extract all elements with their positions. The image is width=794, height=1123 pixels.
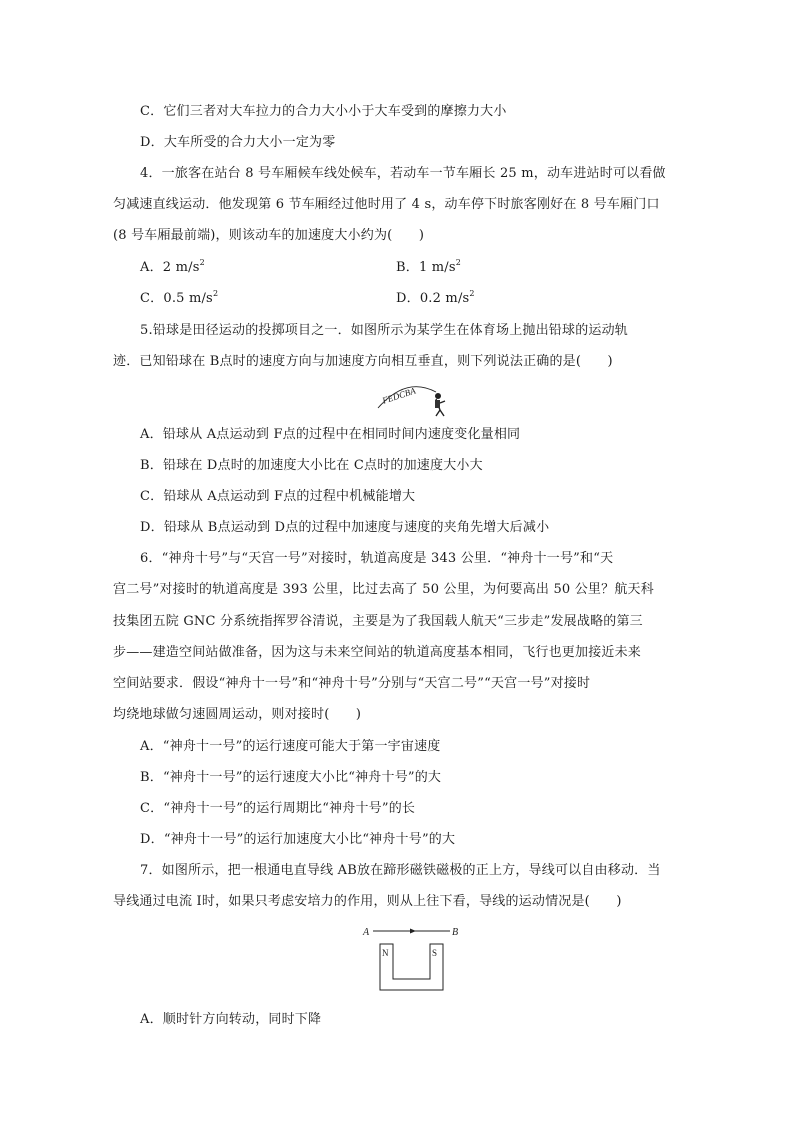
q6-text-line2: 宫二号”对接时的轨道高度是 393 公里，比过去高了 50 公里，为何要高出 50 公里？航天科	[113, 582, 654, 597]
q7-text-line2: 导线通过电流 I时，如果只考虑安培力的作用，则从上往下看，导线的运动情况是( )	[113, 894, 622, 909]
q4-text-line3: (8 号车厢最前端)，则该动车的加速度大小约为( )	[113, 228, 425, 243]
athlete-figure	[435, 393, 445, 416]
q3-option-c: C．它们三者对大车拉力的合力大小小于大车受到的摩擦力大小	[140, 104, 507, 119]
q6-option-a: A．“神舟十一号”的运行速度可能大于第一宇宙速度	[140, 739, 441, 754]
q6-option-d: D．“神舟十一号”的运行加速度大小比“神舟十号”的大	[140, 832, 456, 847]
q7-option-a: A．顺时针方向转动，同时下降	[140, 1012, 322, 1027]
q6-text-line3: 技集团五院 GNC 分系统指挥罗谷清说，主要是为了我国载人航天“三步走”发展战略的第三	[113, 614, 643, 629]
q5-option-a: A．铅球从 A点运动到 F点的过程中在相同时间内速度变化量相同	[140, 427, 521, 442]
q5-text-line1: 5.铅球是田径运动的投掷项目之一．如图所示为某学生在体育场上抛出铅球的运动轨	[140, 323, 629, 338]
magnet-north-pole-label: N	[382, 948, 389, 958]
q6-text-line5: 空间站要求．假设“神舟十一号”和“神舟十号”分别与“天宫二号”“天宫一号”对接时	[113, 676, 591, 691]
horseshoe-magnet-figure	[360, 922, 470, 994]
shot-put-trajectory-figure	[370, 376, 460, 418]
q5-option-d: D．铅球从 B点运动到 D点的过程中加速度与速度的夹角先增大后减小	[140, 520, 550, 535]
q7-text-line1: 7．如图所示，把一根通电直导线 AB放在蹄形磁铁磁极的正上方，导线可以自由移动．当	[140, 863, 661, 878]
q4-text-line2: 匀减速直线运动．他发现第 6 节车厢经过他时用了 4 s，动车停下时旅客刚好在 8 号车厢门口	[113, 197, 660, 212]
q3-option-d: D．大车所受的合力大小一定为零	[140, 135, 336, 150]
q4-text-line1: 4．一旅客在站台 8 号车厢候车线处候车，若动车一节车厢长 25 m，动车进站时可以看做	[140, 166, 666, 181]
q4-option-d: D．0.2 $m/s^2$	[396, 289, 475, 306]
q5-option-c: C．铅球从 A点运动到 F点的过程中机械能增大	[140, 489, 416, 504]
q6-text-line4: 步——建造空间站做准备，因为这与未来空间站的轨道高度基本相同，飞行也更加接近未来	[113, 645, 642, 660]
q6-option-c: C．“神舟十一号”的运行周期比“神舟十号”的长	[140, 801, 416, 816]
q5-text-line2: 迹．已知铅球在 B点时的速度方向与加速度方向相互垂直，则下列说法正确的是( )	[113, 354, 613, 369]
q6-option-b: B．“神舟十一号”的运行速度大小比“神舟十号”的大	[140, 770, 442, 785]
trajectory-point-labels: FEDCBA	[380, 385, 417, 406]
q4-option-b: B．1 $m/s^2$	[396, 258, 462, 275]
q5-option-b: B．铅球在 D点时的加速度大小比在 C点时的加速度大小大	[140, 458, 483, 473]
magnet-south-pole-label: S	[432, 948, 438, 958]
q4-option-a: A．2 $m/s^2$	[140, 258, 205, 275]
wire-end-b-label: B	[452, 927, 459, 938]
q6-text-line1: 6．“神舟十号”与“天宫一号”对接时，轨道高度是 343 公里．“神舟十一号”和“天	[140, 551, 614, 566]
wire-end-a-label: A	[363, 927, 370, 938]
q6-text-line6: 均绕地球做匀速圆周运动，则对接时( )	[113, 707, 362, 722]
current-direction-arrow-icon	[410, 929, 416, 934]
q4-option-c: C．0.5 $m/s^2$	[140, 289, 219, 306]
